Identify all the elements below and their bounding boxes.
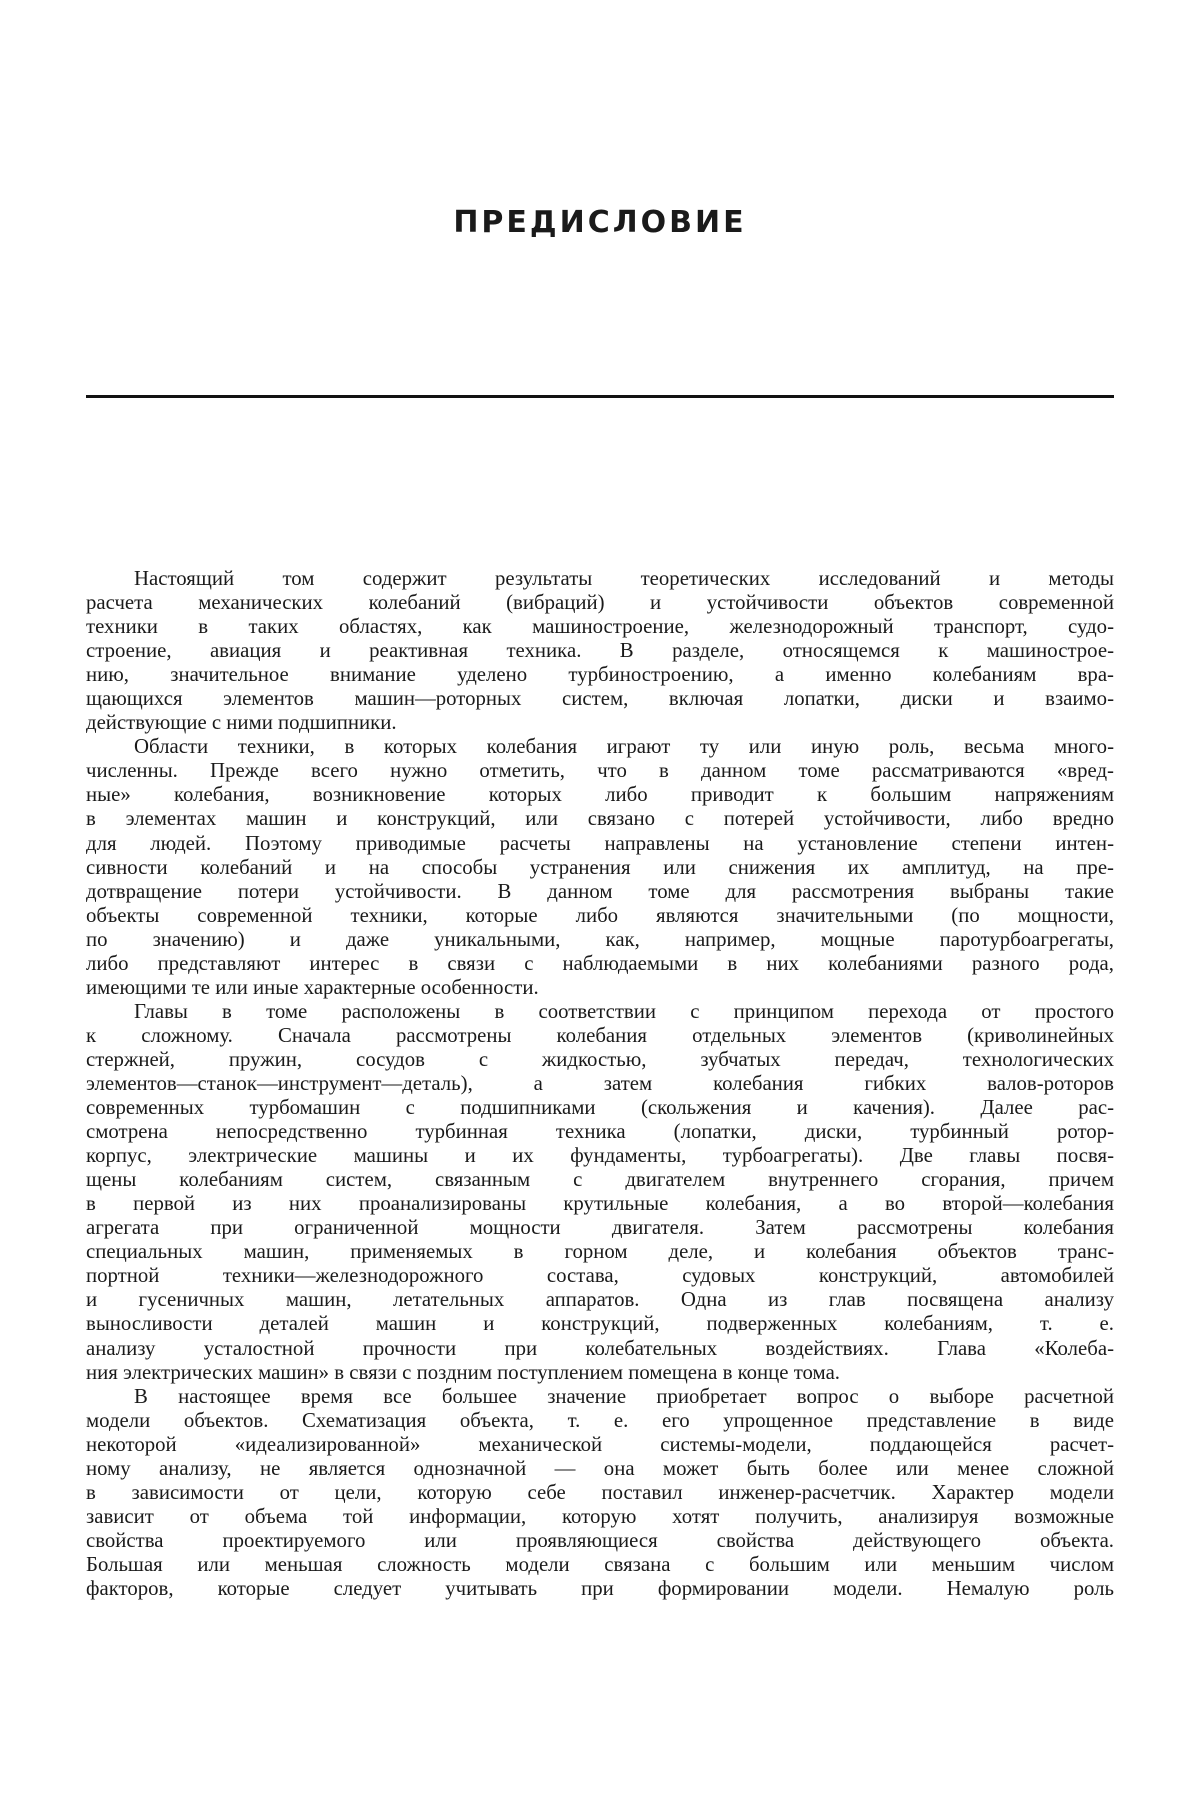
paragraph-3-line: корпус, электрические машины и их фундаменты, турбоагрегаты). Две главы посвя-: [86, 1144, 1114, 1168]
paragraph-4-line: Большая или меньшая сложность модели связана с большим или меньшим числом: [86, 1552, 1114, 1576]
paragraph-3-line: к сложному. Сначала рассмотрены колебания отдельных элементов (криволинейных: [86, 1023, 1114, 1047]
paragraph-2-line: Области техники, в которых колебания играют ту или иную роль, весьма много-: [134, 735, 1114, 759]
paragraph-3-line: выносливости деталей машин и конструкций, подверженных колебаниям, т. е.: [86, 1312, 1114, 1336]
paragraph-2-line: численны. Прежде всего нужно отметить, что в данном томе рассматриваются «вред-: [86, 759, 1114, 783]
page-title: ПРЕДИСЛОВИЕ: [453, 205, 747, 240]
paragraph-3-line: смотрена непосредственно турбинная техника (лопатки, диски, турбинный ротор-: [86, 1120, 1114, 1144]
paragraph-2-line: дотвращение потери устойчивости. В данном томе для рассмотрения выбраны такие: [86, 879, 1114, 903]
paragraph-2-line: по значению) и даже уникальными, как, например, мощные паротурбоагрегаты,: [86, 927, 1114, 951]
paragraph-3-line: современных турбомашин с подшипниками (скольжения и качения). Далее рас-: [86, 1096, 1114, 1120]
paragraph-3-line: агрегата при ограниченной мощности двигателя. Затем рассмотрены колебания: [86, 1216, 1114, 1240]
paragraph-2-line: имеющими те или иные характерные особенности.: [86, 975, 539, 999]
paragraph-3-line: анализу усталостной прочности при колебательных воздействиях. Глава «Колеба-: [86, 1336, 1114, 1360]
paragraph-4-line: некоторой «идеализированной» механической системы-модели, поддающейся расчет-: [86, 1432, 1114, 1456]
paragraph-4-line: В настоящее время все большее значение приобретает вопрос о выборе расчетной: [134, 1384, 1114, 1408]
paragraph-3-line: в первой из них проанализированы крутильные колебания, а во второй—колебания: [86, 1192, 1114, 1216]
paragraph-1-line: нию, значительное внимание уделено турбиностроению, а именно колебаниям вра-: [86, 663, 1114, 687]
paragraph-1-line: Настоящий том содержит результаты теоретических исследований и методы: [134, 567, 1114, 590]
paragraph-1-line: строение, авиация и реактивная техника. В разделе, относящемся к машинострое-: [86, 639, 1114, 663]
paragraph-1-line: техники в таких областях, как машиностроение, железнодорожный транспорт, судо-: [86, 615, 1114, 639]
body-text: [86, 567, 1114, 1601]
paragraph-2-line: ные» колебания, возникновение которых либо приводит к большим напряжениям: [86, 783, 1114, 807]
paragraph-3-line: специальных машин, применяемых в горном деле, и колебания объектов транс-: [86, 1240, 1114, 1264]
paragraph-4-line: зависит от объема той информации, которую хотят получить, анализируя возможные: [86, 1504, 1114, 1528]
paragraph-3-line: и гусеничных машин, летательных аппаратов. Одна из глав посвящена анализу: [86, 1288, 1114, 1312]
paragraph-4-line: модели объектов. Схематизация объекта, т. е. его упрощенное представление в виде: [86, 1408, 1114, 1432]
paragraph-3-line: элементов—станок—инструмент—деталь), а затем колебания гибких валов-роторов: [86, 1071, 1114, 1095]
paragraph-3-line: стержней, пружин, сосудов с жидкостью, зубчатых передач, технологических: [86, 1047, 1114, 1071]
paragraph-2-line: объекты современной техники, которые либо являются значительными (по мощности,: [86, 903, 1114, 927]
paragraph-4-line: в зависимости от цели, которую себе поставил инженер-расчетчик. Характер модели: [86, 1480, 1114, 1504]
horizontal-rule: [86, 395, 1114, 398]
paragraph-3-line: портной техники—железнодорожного состава, судовых конструкций, автомобилей: [86, 1264, 1114, 1288]
paragraph-2-line: в элементах машин и конструкций, или связано с потерей устойчивости, либо вредно: [86, 807, 1114, 831]
paragraph-1-line: щающихся элементов машин—роторных систем, включая лопатки, диски и взаимо-: [86, 687, 1114, 711]
paragraph-3-line: Главы в томе расположены в соответствии с принципом перехода от простого: [134, 999, 1114, 1023]
paragraph-1-line: расчета механических колебаний (вибраций) и устойчивости объектов современной: [86, 591, 1114, 615]
paragraph-3-line: ния электрических машин» в связи с поздним поступлением помещена в конце тома.: [86, 1360, 840, 1384]
paragraph-4-line: свойства проектируемого или проявляющиеся свойства действующего объекта.: [86, 1528, 1114, 1552]
paragraph-2-line: сивности колебаний и на способы устранения или снижения их амплитуд, на пре-: [86, 855, 1114, 879]
paragraph-1-line: действующие с ними подшипники.: [86, 711, 397, 735]
paragraph-4-line: факторов, которые следует учитывать при формировании модели. Немалую роль: [86, 1576, 1114, 1600]
paragraph-2-line: либо представляют интерес в связи с наблюдаемыми в них колебаниями разного рода,: [86, 951, 1114, 975]
paragraph-2-line: для людей. Поэтому приводимые расчеты направлены на установление степени интен-: [86, 831, 1114, 855]
paragraph-4-line: ному анализу, не является однозначной — она может быть более или менее сложной: [86, 1456, 1114, 1480]
paragraph-3-line: щены колебаниям систем, связанным с двигателем внутреннего сгорания, причем: [86, 1168, 1114, 1192]
